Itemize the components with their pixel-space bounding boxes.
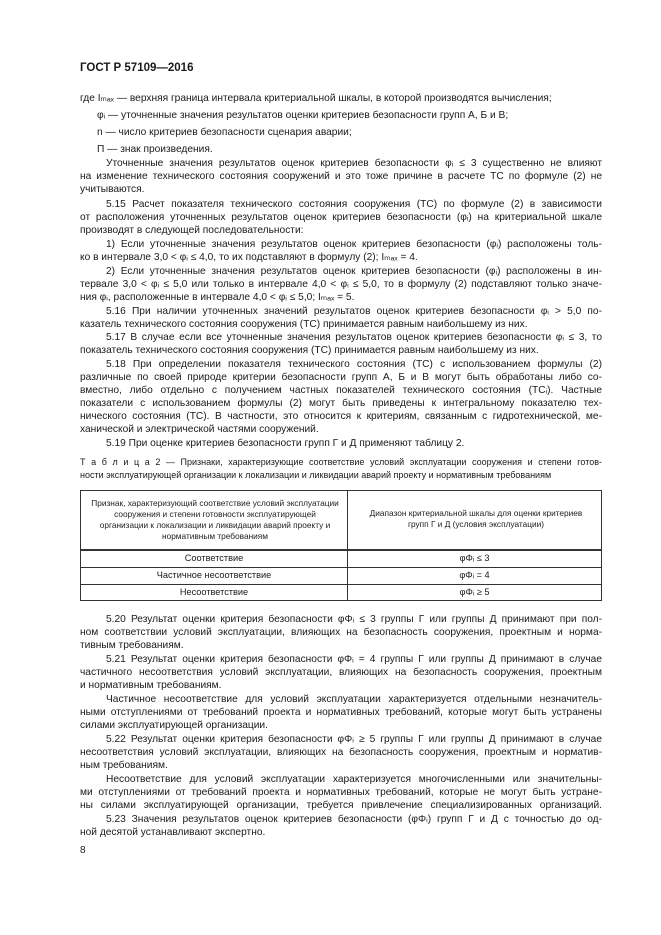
text-line: φᵢ — уточненные значения результатов оценки критериев безопасности групп А, Б и В;: [97, 110, 509, 121]
table-caption: Т а б л и ц а 2 — Признаки, характеризующие соответствие условий эксплуатации сооружения и степени готов-: [80, 457, 602, 467]
text-line: нического состояния (ТС). В частности, это относится к критериям, связанным с гидротехнической, ме-: [80, 411, 602, 422]
criteria-table: [80, 490, 602, 601]
text-line: ными отступлениями от требований проекта и нормативных требований, которые могут быть устранены: [80, 707, 602, 718]
text-line: несоответствия условий эксплуатации, влияющих на безопасность сооружения, проектным и норматив-: [80, 747, 602, 758]
text-line: вместно, либо отдельно с получением частных показателей технического состояния (ТСᵢ). Частные: [80, 385, 602, 396]
text-line: 5.21 Результат оценки критерия безопасности φΦᵢ = 4 группы Г или группы Д принимают в случае: [106, 654, 602, 665]
text-line: частичного несоответствия условий эксплуатации, влияющих на безопасность сооружения, проектным: [80, 667, 602, 678]
table-row: [81, 585, 601, 601]
text-line: 5.15 Расчет показателя технического состояния сооружения (ТС) по формуле (2) в зависимости: [106, 199, 602, 210]
text-line: производят в следующей последовательности:: [80, 225, 304, 236]
table-cell-range: φΦᵢ = 4: [459, 570, 490, 580]
text-line: ным требованиям.: [80, 760, 168, 771]
document-header: ГОСТ Р 57109—2016: [80, 62, 194, 74]
text-line: 5.22 Результат оценки критерия безопасности φΦᵢ ≥ 5 группы Г или группы Д принимают в случае: [106, 734, 602, 745]
text-line: 5.19 При оценке критериев безопасности групп Г и Д применяют таблицу 2.: [106, 438, 465, 449]
text-line: ном соответствии условий эксплуатации, влияющих на безопасность сооружения, проектным и норма-: [80, 627, 602, 638]
table-cell-sign: Частичное несоответствие: [156, 570, 272, 580]
text-line: 5.18 При определении показателя технического состояния (ТС) с использованием формулы (2): [106, 359, 602, 370]
text-line: различные по своей природе критерии безопасности групп А, Б и В могут быть обработаны либо со-: [80, 372, 602, 383]
table-caption: ности эксплуатирующей организации к локализации и ликвидации аварий проекту и нормативным требованиям: [80, 470, 552, 480]
text-line: тервале 3,0 < φᵢ ≤ 5,0 или только в интервале 4,0 < φᵢ ≤ 5,0, то в формулу (2) подставляют только значе-: [80, 279, 602, 290]
text-line: учитываются.: [80, 184, 145, 195]
text-line: 5.20 Результат оценки критерия безопасности φΦᵢ ≤ 3 группы Г или группы Д принимают при пол-: [106, 614, 602, 625]
text-line: тивным требованиям.: [80, 640, 184, 651]
text-line: на изменение технического состояния сооружений и это тоже причине в расчете ТС по формуле (2) не: [80, 171, 602, 182]
text-line: показатель технического состояния сооружения (ТС) принимается равным наибольшему из них.: [80, 345, 539, 356]
text-line: n — число критериев безопасности сценария аварии;: [97, 127, 352, 138]
text-line: ми отступлениями от требований проекта и нормативных требований, которые не могут быть устране-: [80, 787, 602, 798]
text-line: Несоответствие для условий эксплуатации характеризуется многочисленными или значительны-: [106, 774, 602, 785]
text-line: от расположения уточненных результатов оценок критериев безопасности (φᵢ) на критериальной шкале: [80, 212, 602, 223]
text-line: ханической и электрической частями сооружений.: [80, 424, 319, 435]
text-line: показатели с использованием формулы (2) могут быть приведены к интегральному показателю тех-: [80, 398, 602, 409]
table-head-sign: Признак, характеризующий соответствие условий эксплуатации сооружения и степени готовности эксплуатирующей организации к локализации и ликвидации аварий проекту и нормативным требованиям: [91, 498, 339, 541]
table-row: [81, 551, 601, 568]
text-line: ны силами эксплуатирующей организации, требуется привлечение специализированных организаций.: [80, 800, 602, 811]
text-line: 2) Если уточненные значения результатов оценок критериев безопасности (φᵢ) расположены в ин-: [106, 266, 602, 277]
table-cell-range: φΦᵢ ≥ 5: [459, 587, 490, 597]
text-line: где Iₘₐₓ — верхняя граница интервала критериальной шкалы, в которой производятся вычисления;: [80, 93, 552, 104]
text-line: Уточненные значения результатов оценок критериев безопасности φᵢ ≤ 3 существенно не влияют: [106, 158, 602, 169]
text-line: Π — знак произведения.: [97, 144, 213, 155]
table-cell-sign: Соответствие: [184, 553, 244, 563]
text-line: 5.17 В случае если все уточненные значения результатов оценок критериев безопасности φᵢ ≤ 3, то: [106, 332, 602, 343]
table-header: [81, 491, 601, 551]
table-row: [81, 568, 601, 585]
table-head-range: Диапазон критериальной шкалы для оценки критериев групп Г и Д (условия эксплуатации): [369, 508, 583, 529]
text-line: казатель технического состояния сооружения (ТС) принимается равным наибольшему из них.: [80, 319, 528, 330]
table-cell-range: φΦᵢ ≤ 3: [459, 553, 490, 563]
text-line: 5.16 При наличии уточненных значений результатов оценок критериев безопасности φᵢ > 5,0 по-: [106, 306, 602, 317]
text-line: силами эксплуатирующей организации.: [80, 720, 268, 731]
text-line: ния φᵢ, расположенные в интервале 4,0 < φᵢ ≤ 5,0; Iₘₐₓ = 5.: [80, 292, 355, 303]
text-line: и нормативным требованиям.: [80, 680, 222, 691]
text-line: Частичное несоответствие для условий эксплуатации характеризуется отдельными незначитель-: [106, 694, 602, 705]
text-line: 1) Если уточненные значения результатов оценок критериев безопасности (φᵢ) расположены толь-: [106, 239, 602, 250]
table-cell-sign: Несоответствие: [179, 587, 249, 597]
page-number: 8: [80, 845, 86, 856]
text-line: ной десятой устанавливают экспертно.: [80, 827, 266, 838]
text-line: ко в интервале 3,0 < φᵢ ≤ 4,0, то их подставляют в формулу (2); Iₘₐₓ = 4.: [80, 252, 418, 263]
text-line: 5.23 Значения результатов оценок критериев безопасности (φΦᵢ) групп Г и Д с точностью до од-: [106, 814, 602, 825]
